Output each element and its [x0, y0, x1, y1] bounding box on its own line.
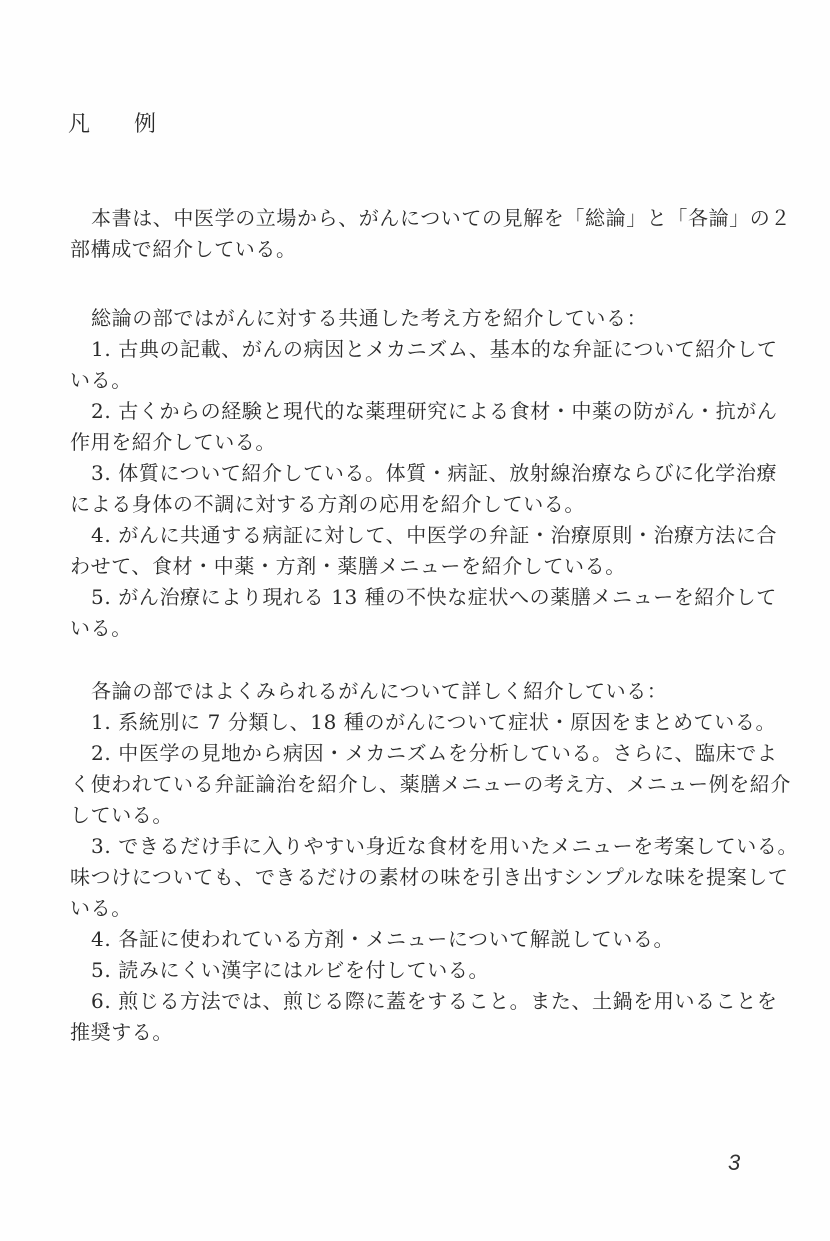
text-line: 本書は、中医学の立場から、がんについての見解を「総論」と「各論」の２	[91, 206, 791, 230]
text-line: 2. 古くからの経験と現代的な薬理研究による食材・中薬の防がん・抗がん	[91, 399, 778, 423]
text-line: いる。	[70, 616, 132, 640]
text-line: 味つけについても、できるだけの素材の味を引き出すシンプルな味を提案して	[70, 865, 789, 889]
text-line: 総論の部ではがんに対する共通した考え方を紹介している：	[91, 306, 648, 330]
title-char: 例	[134, 112, 157, 137]
text-line: 作用を紹介している。	[70, 430, 276, 454]
text-line: している。	[70, 803, 173, 827]
intro-paragraph	[70, 203, 791, 265]
text-line: 推奨する。	[70, 1020, 173, 1044]
general-theory-section	[70, 303, 778, 644]
title-char: 凡	[68, 112, 91, 137]
text-line: 4. がんに共通する病証に対して、中医学の弁証・治療原則・治療方法に合	[91, 523, 778, 547]
text-line: 部構成で紹介している。	[70, 237, 297, 261]
text-line: 1. 古典の記載、がんの病因とメカニズム、基本的な弁証について紹介して	[91, 337, 778, 361]
text-line: 5. がん治療により現れる 13 種の不快な症状への薬膳メニューを紹介して	[91, 585, 777, 609]
text-line: いる。	[70, 368, 132, 392]
text-line: 6. 煎じる方法では、煎じる際に蓋をすること。また、土鍋を用いることを	[91, 989, 778, 1013]
text-line: 1. 系統別に 7 分類し、18 種のがんについて症状・原因をまとめている。	[91, 710, 777, 734]
text-line: 各論の部ではよくみられるがんについて詳しく紹介している：	[91, 679, 668, 703]
page-number: 3	[728, 1150, 741, 1175]
text-line: わせて、食材・中薬・方剤・薬膳メニューを紹介している。	[70, 554, 626, 578]
page-title	[68, 110, 156, 140]
text-line: 3. 体質について紹介している。体質・病証、放射線治療ならびに化学治療	[91, 461, 778, 485]
text-line: による身体の不調に対する方剤の応用を紹介している。	[70, 492, 585, 516]
text-line: 4. 各証に使われている方剤・メニューについて解説している。	[91, 927, 675, 951]
text-line: く使われている弁証論治を紹介し、薬膳メニューの考え方、メニュー例を紹介	[70, 772, 791, 796]
text-line: 3. できるだけ手に入りやすい身近な食材を用いたメニューを考案している。	[91, 834, 799, 858]
text-line: 5. 読みにくい漢字にはルビを付している。	[91, 958, 490, 982]
specific-theory-section	[70, 676, 799, 1048]
text-line: 2. 中医学の見地から病因・メカニズムを分析している。さらに、臨床でよ	[91, 741, 778, 765]
text-line: いる。	[70, 896, 132, 920]
